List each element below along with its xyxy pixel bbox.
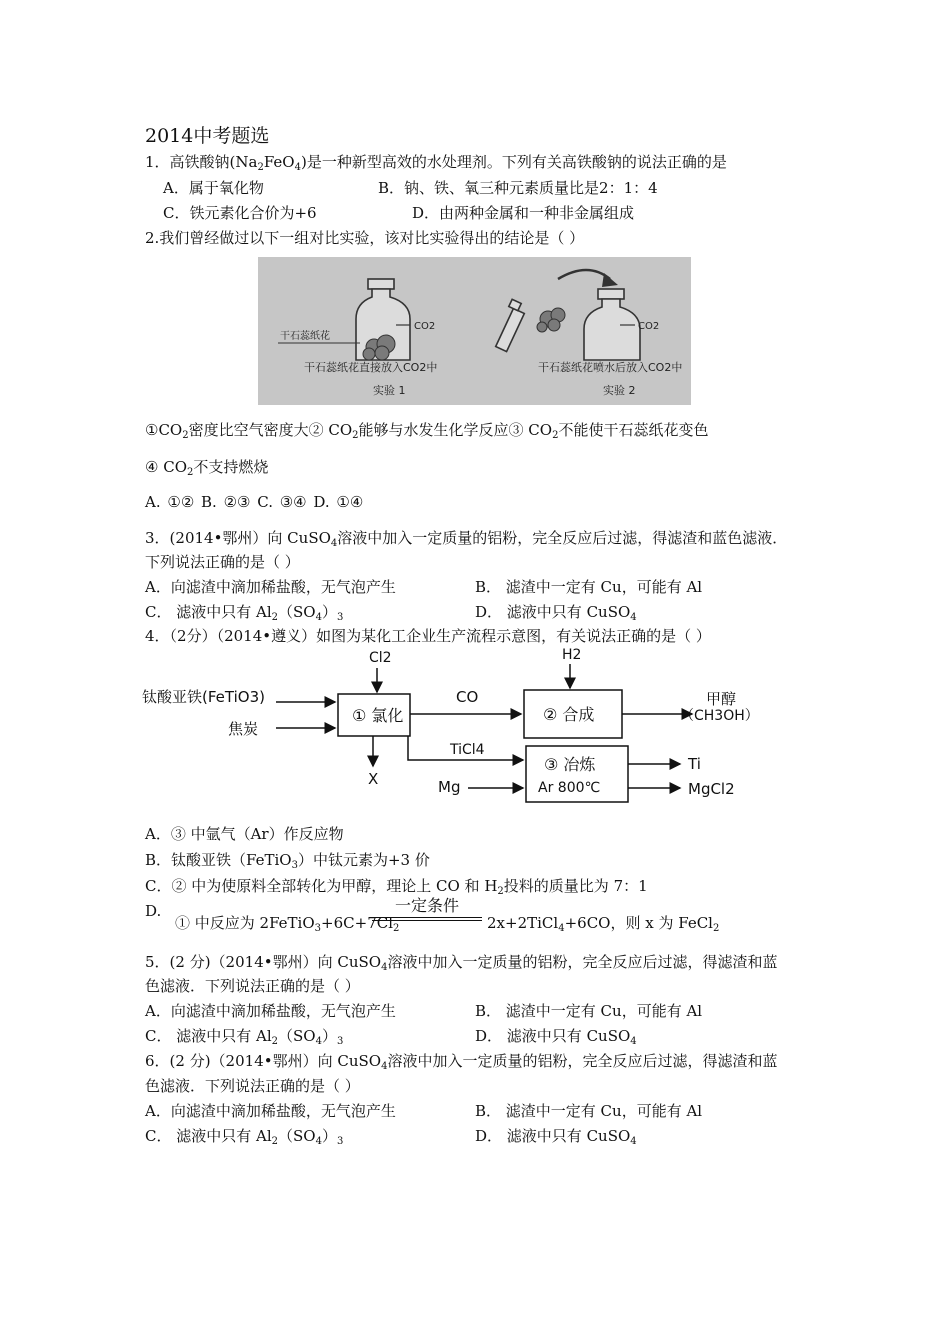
experiment-2-label: 实验 2 [603, 384, 636, 397]
q1-stem: 1．高铁酸钠$(Na_2FeO_4)$是一种新型高效的水处理剂。下列有关高铁酸钠的说法正确的是 [145, 153, 727, 173]
ticl4-label: TiCl4 [450, 742, 485, 758]
chlorination-label: ① 氯化 [352, 706, 404, 725]
q5-option-c: C． 滤液中只有 $Al_2(SO_4)_3$ [145, 1027, 344, 1047]
cl2-label: Cl2 [369, 650, 392, 666]
process-flow-diagram [140, 648, 780, 808]
q4-option-d-part1: ① 中反应为 $2FeTiO_3+6C+7Cl_2$ [175, 914, 400, 934]
reaction-condition: 一定条件 [372, 897, 482, 921]
q3-stem-line2: 下列说法正确的是（ ） [145, 553, 300, 571]
q6-stem-line2: 色滤液．下列说法正确的是（ ） [145, 1077, 360, 1095]
q1-option-a: A．属于氧化物 [163, 179, 264, 197]
q6-option-d: D． 滤液中只有 CuSO$_4$ [475, 1127, 637, 1147]
q2-statements-2: ④ $CO_2$不支持燃烧 [145, 458, 269, 478]
ti-label: Ti [688, 755, 701, 773]
dry-flower-label: 干石蕊纸花 [280, 331, 330, 342]
experiment-1-label: 实验 1 [373, 384, 406, 397]
q6-option-c: C． 滤液中只有 $Al_2(SO_4)_3$ [145, 1127, 344, 1147]
q2-statements-1: $①CO_2$密度比空气密度大② $CO_2$能够与水发生化学反应③ $CO_2$不能使干石蕊纸花变色 [145, 421, 709, 441]
q4-option-c: C．② 中为使原料全部转化为甲醇，理论上 CO 和 $H_2$投料的质量比为 7：1 [145, 877, 648, 897]
q3-option-a: A．向滤渣中滴加稀盐酸，无气泡产生 [145, 578, 396, 596]
q6-option-a: A．向滤渣中滴加稀盐酸，无气泡产生 [145, 1102, 396, 1120]
q5-option-a: A．向滤渣中滴加稀盐酸，无气泡产生 [145, 1002, 396, 1020]
q2-stem: 2.我们曾经做过以下一组对比实验，该对比实验得出的结论是（ ） [145, 229, 585, 247]
q6-option-b: B． 滤渣中一定有 Cu，可能有 Al [475, 1102, 703, 1120]
smelting-conditions: Ar 800℃ [538, 780, 601, 796]
q1-option-b: B．钠、铁、氧三种元素质量比是2：1：4 [378, 179, 658, 197]
caption-2: 干石蕊纸花喷水后放入CO2中 [538, 361, 683, 374]
co-label: CO [456, 688, 479, 706]
synthesis-label: ② 合成 [543, 705, 595, 724]
methanol-label: 甲醇 [706, 690, 737, 708]
experiment-photo [258, 257, 691, 405]
q4-option-b: B．钛酸亚铁（FeTiO$_3$）中钛元素为+3 价 [145, 851, 430, 871]
page-title: 2014中考题选 [145, 125, 270, 147]
co2-label-1: CO2 [414, 321, 436, 332]
q3-option-b: B． 滤渣中一定有 Cu，可能有 Al [475, 578, 703, 596]
mg-label: Mg [438, 778, 461, 796]
q4-option-a: A．③ 中氩气（Ar）作反应物 [145, 825, 344, 843]
co2-label-2: CO2 [638, 321, 660, 332]
q3-stem-line1: 3．(2014•鄂州）向 CuSO$_4$溶液中加入一定质量的铝粉，完全反应后过滤，得滤渣和蓝色滤液． [145, 529, 788, 549]
q4-option-d-part2: 2x+2TiCl$_4$+6CO，则 x 为 FeCl$_2$ [487, 914, 720, 934]
coke-label: 焦炭 [228, 720, 259, 738]
q5-option-d: D． 滤液中只有 CuSO$_4$ [475, 1027, 637, 1047]
q5-stem-line2: 色滤液．下列说法正确的是（ ） [145, 977, 360, 995]
q4-stem: 4．（2分）（2014•遵义）如图为某化工企业生产流程示意图，有关说法正确的是（ ） [145, 627, 711, 645]
x-label: X [368, 770, 379, 788]
h2-label: H2 [562, 648, 582, 663]
q5-option-b: B． 滤渣中一定有 Cu，可能有 Al [475, 1002, 703, 1020]
fetio3-label: 钛酸亚铁(FeTiO3) [142, 688, 265, 706]
ch3oh-label: （CH3OH） [680, 708, 759, 724]
q3-option-d: D． 滤液中只有 CuSO$_4$ [475, 603, 637, 623]
q4-option-d-label: D. [145, 902, 162, 920]
q6-stem-line1: 6．(2 分)（2014•鄂州）向 CuSO$_4$溶液中加入一定质量的铝粉，完全反应后过滤，得滤渣和蓝 [145, 1052, 778, 1072]
q1-option-c: C．铁元素化合价为+6 [163, 204, 317, 222]
q2-options: A. ①② B. ②③ C. ③④ D. ①④ [145, 493, 364, 511]
q3-option-c: C． 滤液中只有 $Al_2(SO_4)_3$ [145, 603, 344, 623]
smelting-label: ③ 冶炼 [544, 755, 596, 774]
q5-stem-line1: 5．(2 分)（2014•鄂州）向 CuSO$_4$溶液中加入一定质量的铝粉，完全反应后过滤，得滤渣和蓝 [145, 953, 778, 973]
mgcl2-label: MgCl2 [688, 780, 735, 798]
caption-1: 干石蕊纸花直接放入CO2中 [304, 361, 438, 374]
q1-option-d: D．由两种金属和一种非金属组成 [412, 204, 635, 222]
